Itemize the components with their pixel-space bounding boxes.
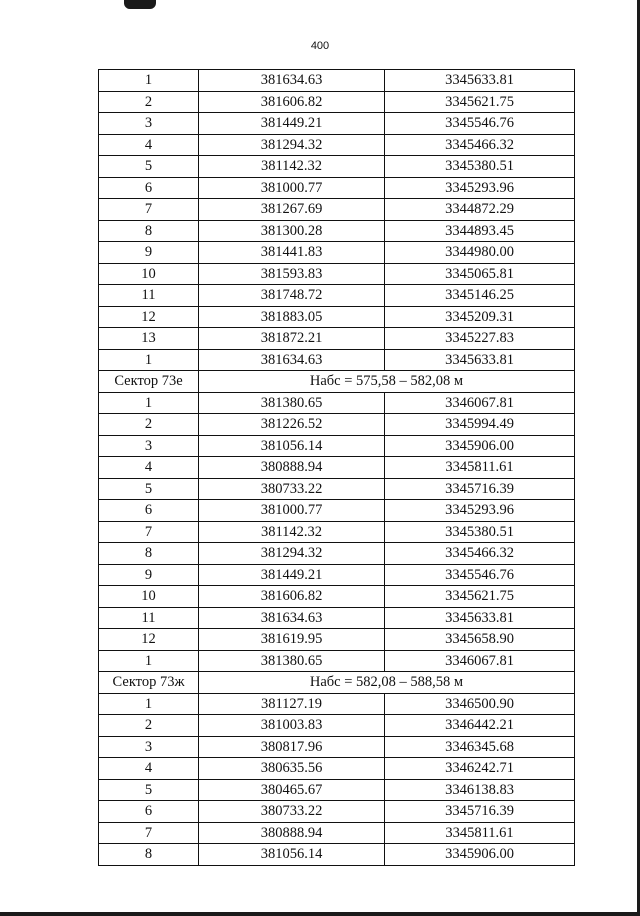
x-coordinate: 381634.63 <box>199 349 385 371</box>
y-coordinate: 3345546.76 <box>385 564 575 586</box>
table-row <box>99 564 575 586</box>
y-coordinate: 3345065.81 <box>385 263 575 285</box>
sector-header-row <box>99 672 575 694</box>
x-coordinate: 381267.69 <box>199 199 385 221</box>
x-coordinate: 381872.21 <box>199 328 385 350</box>
y-coordinate: 3344980.00 <box>385 242 575 264</box>
y-coordinate: 3345380.51 <box>385 521 575 543</box>
y-coordinate: 3344872.29 <box>385 199 575 221</box>
table-row <box>99 242 575 264</box>
point-number: 11 <box>99 607 199 629</box>
point-number: 9 <box>99 564 199 586</box>
table-row <box>99 70 575 92</box>
sector-name: Сектор 73ж <box>99 672 199 694</box>
x-coordinate: 381748.72 <box>199 285 385 307</box>
table-row <box>99 801 575 823</box>
point-number: 1 <box>99 70 199 92</box>
y-coordinate: 3346242.71 <box>385 758 575 780</box>
table-row <box>99 779 575 801</box>
point-number: 10 <box>99 263 199 285</box>
x-coordinate: 381056.14 <box>199 844 385 866</box>
y-coordinate: 3345293.96 <box>385 177 575 199</box>
point-number: 6 <box>99 500 199 522</box>
table-row <box>99 478 575 500</box>
point-number: 5 <box>99 156 199 178</box>
x-coordinate: 381127.19 <box>199 693 385 715</box>
y-coordinate: 3345227.83 <box>385 328 575 350</box>
x-coordinate: 380817.96 <box>199 736 385 758</box>
y-coordinate: 3345546.76 <box>385 113 575 135</box>
table-row <box>99 543 575 565</box>
y-coordinate: 3345209.31 <box>385 306 575 328</box>
x-coordinate: 381000.77 <box>199 177 385 199</box>
point-number: 1 <box>99 349 199 371</box>
point-number: 10 <box>99 586 199 608</box>
table-row <box>99 328 575 350</box>
y-coordinate: 3346500.90 <box>385 693 575 715</box>
x-coordinate: 381294.32 <box>199 134 385 156</box>
y-coordinate: 3345716.39 <box>385 801 575 823</box>
point-number: 3 <box>99 113 199 135</box>
table-row <box>99 134 575 156</box>
x-coordinate: 381294.32 <box>199 543 385 565</box>
x-coordinate: 381634.63 <box>199 607 385 629</box>
x-coordinate: 381593.83 <box>199 263 385 285</box>
table-row <box>99 607 575 629</box>
table-row <box>99 414 575 436</box>
table-row <box>99 521 575 543</box>
table-row <box>99 435 575 457</box>
page-number: 400 <box>310 40 330 52</box>
sector-name: Сектор 73е <box>99 371 199 393</box>
y-coordinate: 3345994.49 <box>385 414 575 436</box>
x-coordinate: 381449.21 <box>199 113 385 135</box>
y-coordinate: 3345906.00 <box>385 844 575 866</box>
table-row <box>99 457 575 479</box>
x-coordinate: 381619.95 <box>199 629 385 651</box>
x-coordinate: 381380.65 <box>199 392 385 414</box>
y-coordinate: 3345906.00 <box>385 435 575 457</box>
table-row <box>99 220 575 242</box>
y-coordinate: 3345633.81 <box>385 607 575 629</box>
point-number: 4 <box>99 457 199 479</box>
table-row <box>99 629 575 651</box>
y-coordinate: 3345146.25 <box>385 285 575 307</box>
table-row <box>99 177 575 199</box>
point-number: 2 <box>99 414 199 436</box>
table-row <box>99 650 575 672</box>
point-number: 3 <box>99 435 199 457</box>
x-coordinate: 381000.77 <box>199 500 385 522</box>
point-number: 7 <box>99 521 199 543</box>
point-number: 11 <box>99 285 199 307</box>
table-row <box>99 113 575 135</box>
y-coordinate: 3346442.21 <box>385 715 575 737</box>
y-coordinate: 3345380.51 <box>385 156 575 178</box>
point-number: 7 <box>99 822 199 844</box>
x-coordinate: 380733.22 <box>199 478 385 500</box>
point-number: 5 <box>99 779 199 801</box>
point-number: 4 <box>99 758 199 780</box>
table-row <box>99 306 575 328</box>
x-coordinate: 381226.52 <box>199 414 385 436</box>
x-coordinate: 381634.63 <box>199 70 385 92</box>
y-coordinate: 3344893.45 <box>385 220 575 242</box>
x-coordinate: 381441.83 <box>199 242 385 264</box>
y-coordinate: 3345621.75 <box>385 586 575 608</box>
point-number: 8 <box>99 220 199 242</box>
y-coordinate: 3345658.90 <box>385 629 575 651</box>
y-coordinate: 3345621.75 <box>385 91 575 113</box>
y-coordinate: 3345633.81 <box>385 349 575 371</box>
point-number: 8 <box>99 543 199 565</box>
point-number: 7 <box>99 199 199 221</box>
table-row <box>99 586 575 608</box>
table-row <box>99 844 575 866</box>
x-coordinate: 380733.22 <box>199 801 385 823</box>
y-coordinate: 3345811.61 <box>385 822 575 844</box>
x-coordinate: 381380.65 <box>199 650 385 672</box>
y-coordinate: 3346138.83 <box>385 779 575 801</box>
coordinates-table-body <box>99 70 575 866</box>
table-row <box>99 349 575 371</box>
y-coordinate: 3345811.61 <box>385 457 575 479</box>
x-coordinate: 380465.67 <box>199 779 385 801</box>
y-coordinate: 3345293.96 <box>385 500 575 522</box>
x-coordinate: 380635.56 <box>199 758 385 780</box>
point-number: 12 <box>99 629 199 651</box>
point-number: 1 <box>99 650 199 672</box>
table-row <box>99 91 575 113</box>
table-row <box>99 199 575 221</box>
coordinates-table <box>98 69 575 866</box>
y-coordinate: 3345716.39 <box>385 478 575 500</box>
point-number: 4 <box>99 134 199 156</box>
y-coordinate: 3346067.81 <box>385 650 575 672</box>
y-coordinate: 3345633.81 <box>385 70 575 92</box>
table-row <box>99 156 575 178</box>
point-number: 3 <box>99 736 199 758</box>
x-coordinate: 381606.82 <box>199 91 385 113</box>
table-row <box>99 392 575 414</box>
point-number: 6 <box>99 801 199 823</box>
x-coordinate: 381449.21 <box>199 564 385 586</box>
point-number: 8 <box>99 844 199 866</box>
point-number: 2 <box>99 715 199 737</box>
table-row <box>99 285 575 307</box>
x-coordinate: 381300.28 <box>199 220 385 242</box>
scan-binding-mark <box>124 0 156 9</box>
point-number: 1 <box>99 392 199 414</box>
table-row <box>99 693 575 715</box>
sector-header-row <box>99 371 575 393</box>
x-coordinate: 381606.82 <box>199 586 385 608</box>
x-coordinate: 381142.32 <box>199 156 385 178</box>
x-coordinate: 381883.05 <box>199 306 385 328</box>
table-row <box>99 715 575 737</box>
x-coordinate: 381003.83 <box>199 715 385 737</box>
x-coordinate: 380888.94 <box>199 457 385 479</box>
sector-height-range: Набс = 582,08 – 588,58 м <box>199 672 575 694</box>
point-number: 6 <box>99 177 199 199</box>
table-row <box>99 758 575 780</box>
y-coordinate: 3345466.32 <box>385 543 575 565</box>
point-number: 5 <box>99 478 199 500</box>
point-number: 12 <box>99 306 199 328</box>
point-number: 9 <box>99 242 199 264</box>
y-coordinate: 3345466.32 <box>385 134 575 156</box>
scan-edge-bottom <box>0 912 640 916</box>
y-coordinate: 3346067.81 <box>385 392 575 414</box>
y-coordinate: 3346345.68 <box>385 736 575 758</box>
table-row <box>99 736 575 758</box>
table-row <box>99 263 575 285</box>
sector-height-range: Набс = 575,58 – 582,08 м <box>199 371 575 393</box>
point-number: 1 <box>99 693 199 715</box>
table-row <box>99 822 575 844</box>
point-number: 13 <box>99 328 199 350</box>
x-coordinate: 380888.94 <box>199 822 385 844</box>
x-coordinate: 381056.14 <box>199 435 385 457</box>
point-number: 2 <box>99 91 199 113</box>
table-row <box>99 500 575 522</box>
x-coordinate: 381142.32 <box>199 521 385 543</box>
